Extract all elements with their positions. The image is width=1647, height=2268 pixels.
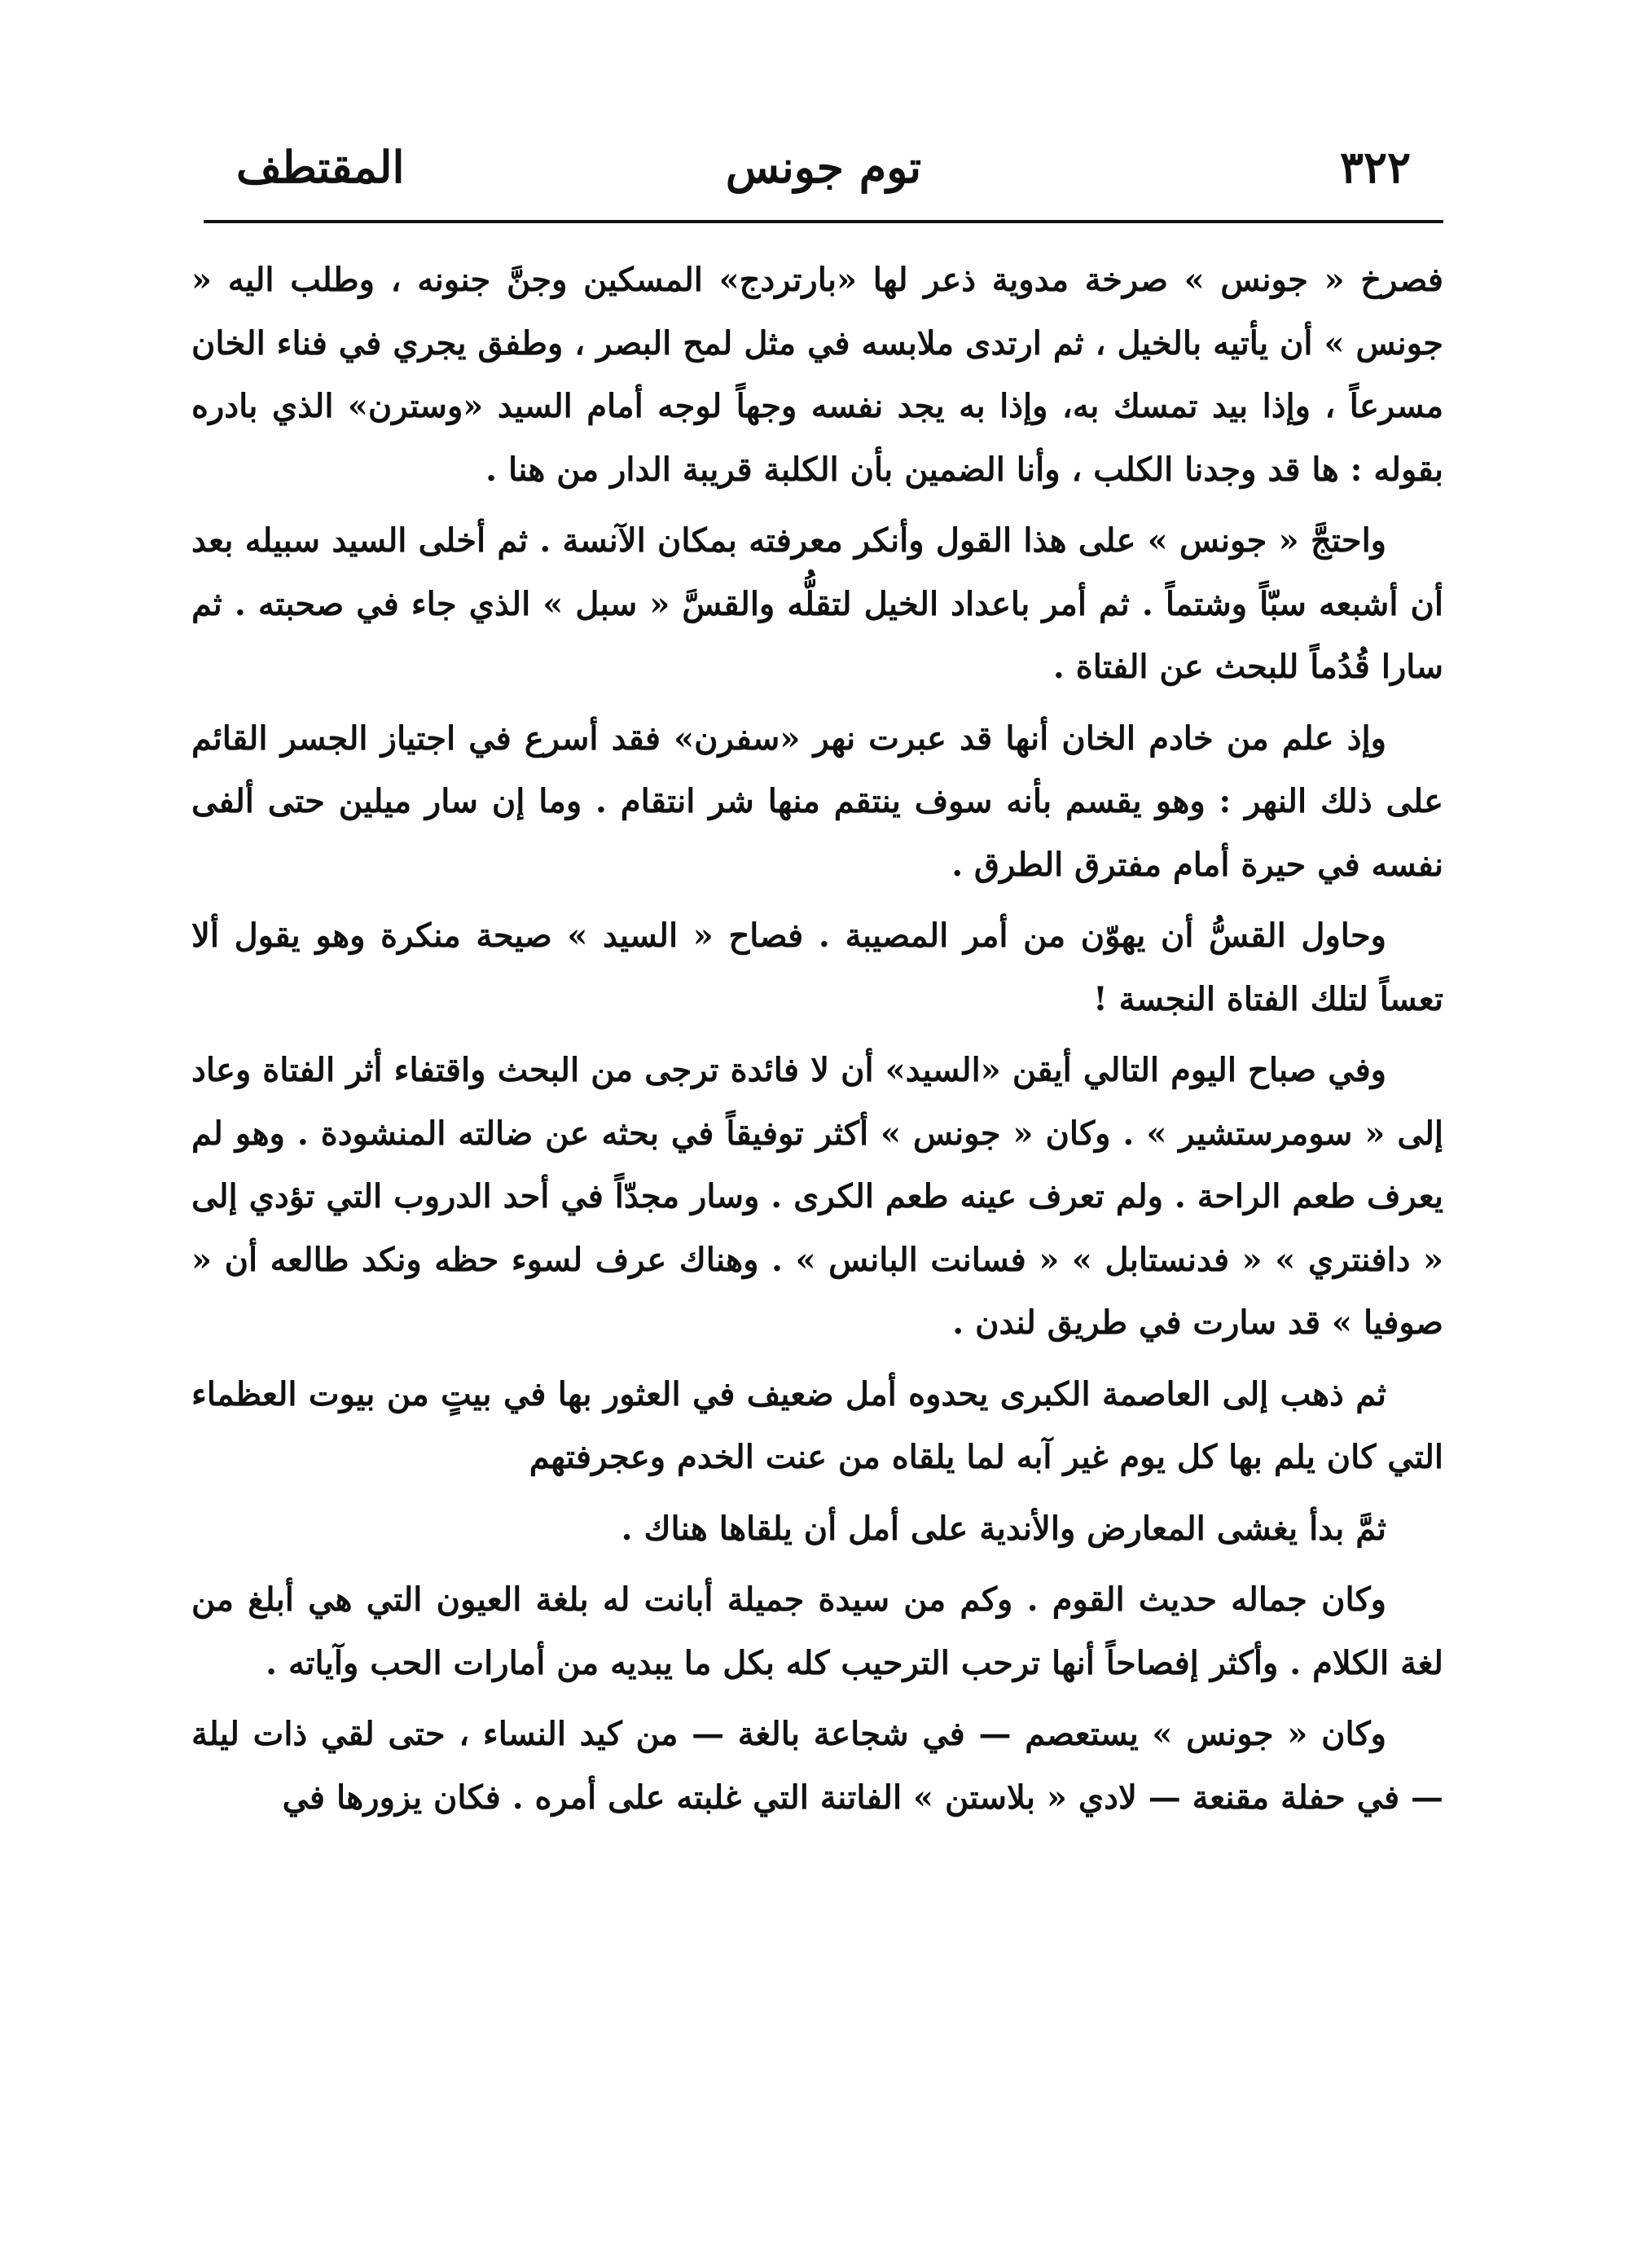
paragraph-5: وفي صباح اليوم التالي أيقن «السيد» أن لا فائدة ترجى من البحث واقتفاء أثر الفتاة وعاد إلى « سومرستشير » . وكان « جونس » أكثر توفيقاً في بحثه عن ضالته المنشودة . وهو لم يعرف طعم الراحة . ولم تعرف عينه طعم الكرى . وسار مجدّاً في أحد الدروب التي تؤدي إلى « دافنتري » « فدنستابل » « فسانت البانس » . وهناك عرف لسوء حظه ونكد طالعه أن « صوفيا » قد سارت في طريق لندن . [191,1051,1443,1342]
page-header [236,122,1411,212]
paragraph-2: واحتجَّ « جونس » على هذا القول وأنكر معرفته بمكان الآنسة . ثم أخلى السيد سبيله بعد أن أشبعه سبّاً وشتماً . ثم أمر باعداد الخيل لتقلُّه والقسَّ « سبل » الذي جاء في صحبته . ثم سارا قُدُماً للبحث عن الفتاة . [191,521,1443,686]
paragraph-8: وكان جماله حديث القوم . وكم من سيدة جميلة أبانت له بلغة العيون التي هي أبلغ من لغة الكلام . وأكثر إفصاحاً أنها ترحب الترحيب كله بكل ما يبديه من أمارات الحب وآياته . [191,1580,1443,1682]
paragraph-3: وإذ علم من خادم الخان أنها قد عبرت نهر «سفرن» فقد أسرع في اجتياز الجسر القائم على ذلك النهر : وهو يقسم بأنه سوف ينتقم منها شر انتقام . وما إن سار ميلين حتى ألفى نفسه في حيرة أمام مفترق الطرق . [191,719,1443,884]
paragraph-9: وكان « جونس » يستعصم — في شجاعة بالغة — من كيد النساء ، حتى لقي ذات ليلة — في حفلة مقنعة — لادي « بلاستن » الفاتنة التي غلبته على أمره . فكان يزورها في [191,1715,1443,1817]
paragraph-1: فصرخ « جونس » صرخة مدوية ذعر لها «بارتردج» المسكين وجنَّ جنونه ، وطلب اليه « جونس » أن يأتيه بالخيل ، ثم ارتدى ملابسه في مثل لمح البصر ، وطفق يجري في فناء الخان مسرعاً ، وإذا بيد تمسك به، وإذا به يجد نفسه وجهاً لوجه أمام السيد «وسترن» الذي بادره بقوله : ها قد وجدنا الكلب ، وأنا الضمين بأن الكلبة قريبة الدار من هنا . [191,261,1444,489]
running-title: توم جونس [725,141,922,193]
header-divider [204,220,1443,223]
paragraph-6: ثم ذهب إلى العاصمة الكبرى يحدوه أمل ضعيف في العثور بها في بيتٍ من بيوت العظماء التي كان يلم بها كل يوم غير آبه لما يلقاه من عنت الخدم وعجرفتهم [191,1374,1443,1476]
page-number: ٣٢٢ [1339,141,1411,193]
paragraph-4: وحاول القسُّ أن يهوّن من أمر المصيبة . فصاح « السيد » صيحة منكرة وهو يقول ألا تعساً لتلك الفتاة النجسة ! [191,916,1443,1018]
article-body [191,248,1443,2219]
paragraph-7: ثمَّ بدأ يغشى المعارض والأندية على أمل أن يلقاها هناك . [621,1509,1386,1548]
journal-name: المقتطف [236,141,405,193]
